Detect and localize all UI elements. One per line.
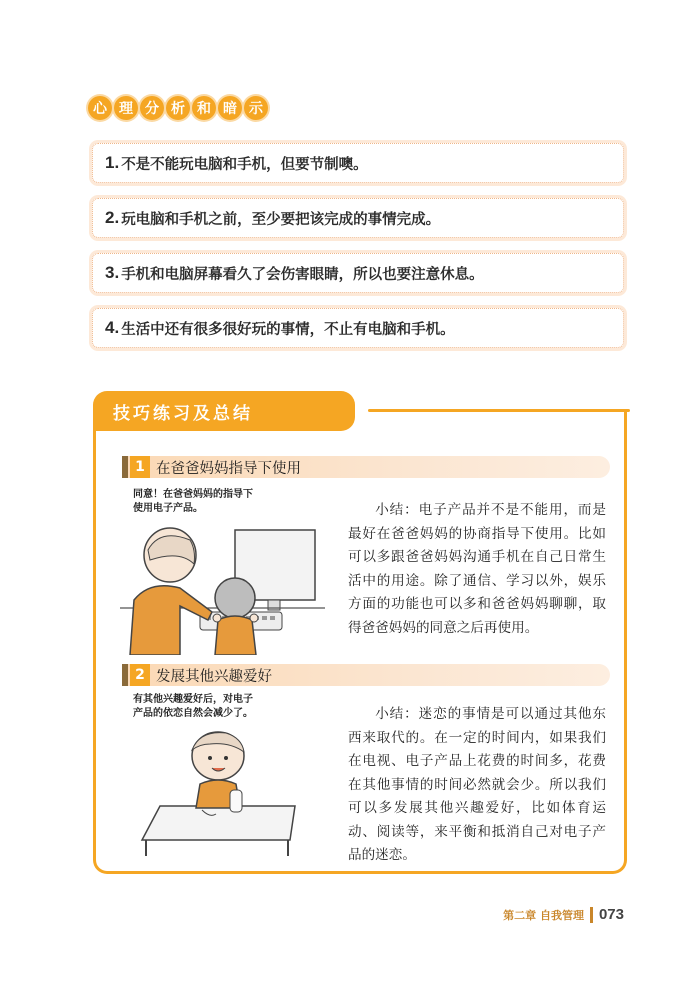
illustration-caption: [133, 488, 253, 516]
tip-number: 4.: [105, 318, 120, 337]
title-char: 和: [192, 96, 216, 120]
tip-text: 生活中还有很多很好玩的事情，不止有电脑和手机。: [121, 321, 455, 338]
caption-line: 有其他兴趣爱好后，对电子: [133, 694, 253, 705]
caption-line: 使用电子产品。: [133, 503, 203, 514]
tip-number: 1.: [105, 153, 120, 172]
title-char: 理: [114, 96, 138, 120]
title-char: 暗: [218, 96, 242, 120]
page-footer: [503, 906, 624, 923]
caption-line: 产品的依恋自然会减少了。: [133, 708, 253, 719]
heading-bar: [122, 664, 128, 686]
title-char: 心: [88, 96, 112, 120]
illustration-parent-child-computer: [120, 520, 325, 655]
illustration-caption: [133, 693, 253, 721]
tip-card-3: [92, 253, 624, 293]
section-divider-line: [368, 409, 630, 412]
section-title-psychology: [88, 96, 268, 120]
illustration-child-playing: [130, 728, 305, 858]
heading-label: 在爸爸妈妈指导下使用: [156, 460, 301, 477]
section-title-text: 技巧练习及总结: [113, 404, 253, 424]
footer-separator: [590, 907, 593, 923]
caption-line: 同意！在爸爸妈妈的指导下: [133, 489, 253, 500]
tip-number: 3.: [105, 263, 120, 282]
page-number: 073: [598, 906, 624, 923]
chapter-label: 第二章 自我管理: [503, 908, 584, 922]
heading-number: 2: [130, 664, 150, 686]
summary-paragraph-2: 小结：迷恋的事情是可以通过其他东西来取代的。在一定的时间内，如果我们在电视、电子产品上花费的时间多，花费在其他事情的时间必然就会少。所以我们可以多发展其他兴趣爱好，比如体育运动、阅读等，来平衡和抵消自己对电子产品的迷恋。: [348, 706, 606, 863]
heading-label: 发展其他兴趣爱好: [156, 668, 272, 685]
title-char: 示: [244, 96, 268, 120]
tip-text: 手机和电脑屏幕看久了会伤害眼睛，所以也要注意休息。: [121, 266, 484, 283]
tip-card-2: [92, 198, 624, 238]
tip-card-4: [92, 308, 624, 348]
tip-number: 2.: [105, 208, 120, 227]
subsection-heading-2: [122, 664, 610, 686]
title-char: 析: [166, 96, 190, 120]
heading-bar: [122, 456, 128, 478]
tip-card-1: [92, 143, 624, 183]
summary-paragraph-1: 小结：电子产品并不是不能用，而是最好在爸爸妈妈的协商指导下使用。比如可以多跟爸爸妈妈沟通手机在自己日常生活中的用途。除了通信、学习以外，娱乐方面的功能也可以多和爸爸妈妈聊聊，取得爸爸妈妈的同意之后再使用。: [348, 502, 606, 636]
tip-text: 玩电脑和手机之前，至少要把该完成的事情完成。: [121, 211, 441, 228]
subsection-heading-1: [122, 456, 610, 478]
tip-text: 不是不能玩电脑和手机，但要节制噢。: [121, 156, 368, 173]
title-char: 分: [140, 96, 164, 120]
section-title-skills: [93, 391, 355, 431]
heading-number: 1: [130, 456, 150, 478]
